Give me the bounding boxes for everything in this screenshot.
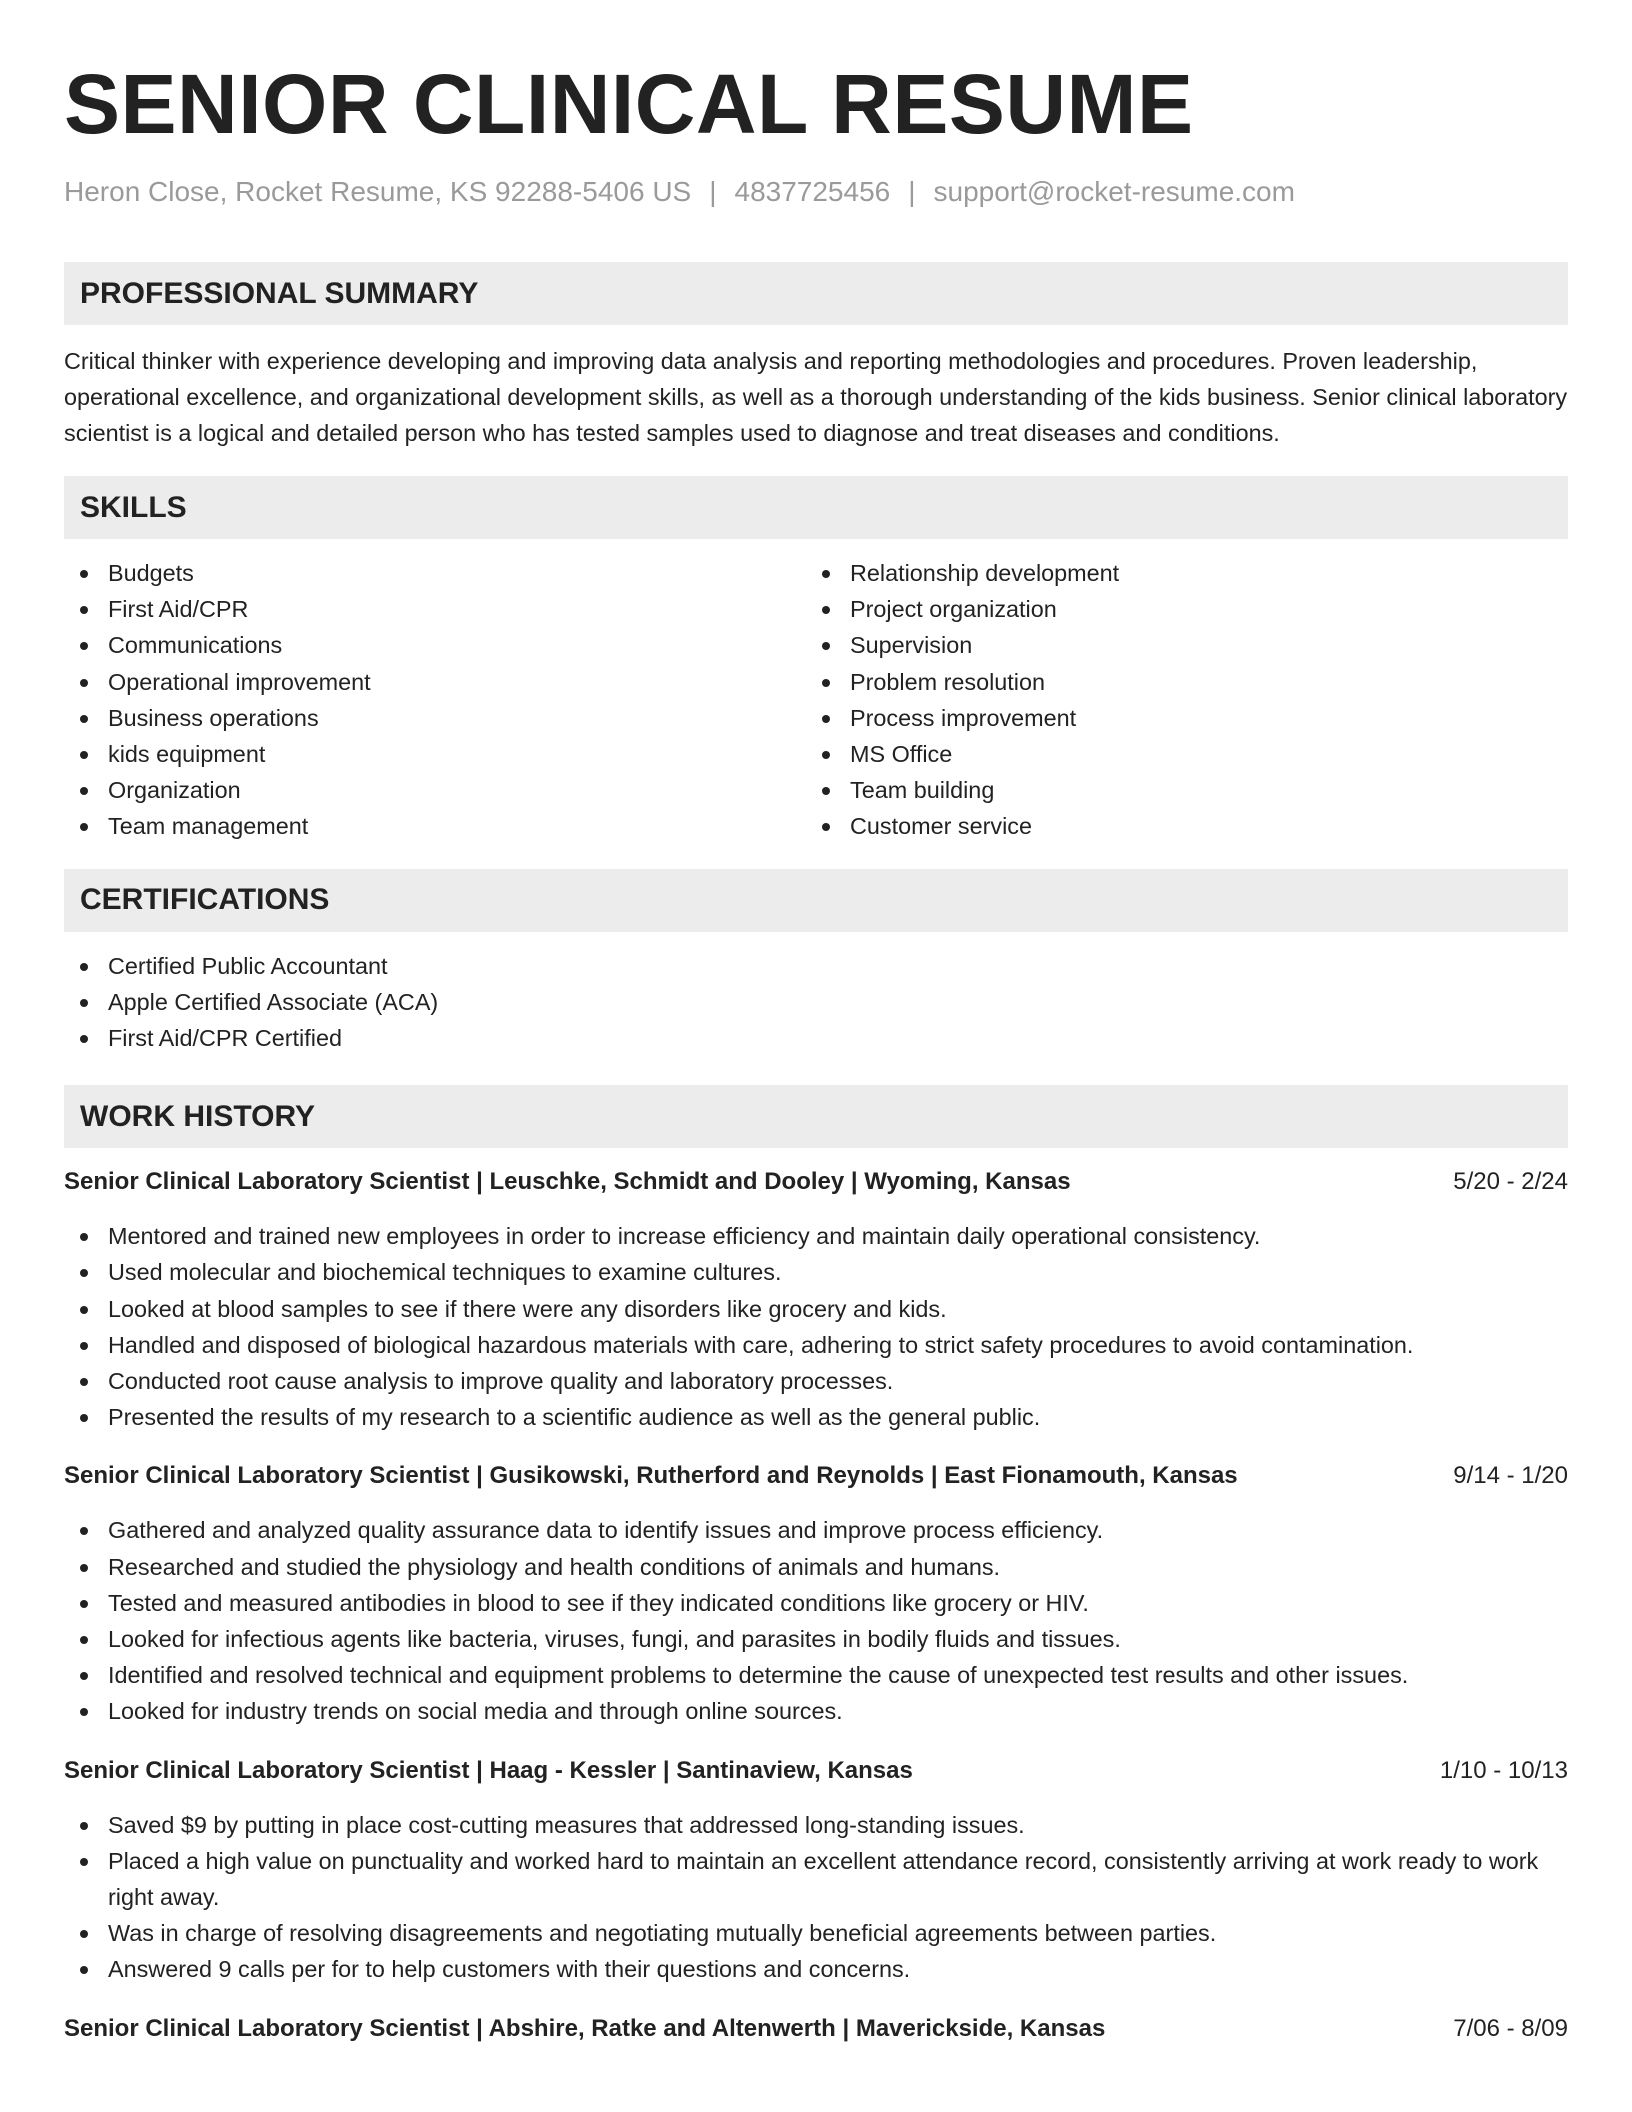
skills-list-right [806,555,1548,845]
skills-columns [64,555,1568,845]
job-bullet: Conducted root cause analysis to improve quality and laboratory processes. [64,1363,1568,1399]
contact-line [64,174,1568,210]
skill-item: kids equipment [64,736,806,772]
job-bullets [64,1218,1568,1435]
job-bullets [64,1512,1568,1729]
job-title: Senior Clinical Laboratory Scientist | Leuschke, Schmidt and Dooley | Wyoming, Kansas [64,1168,1071,1196]
section-header-skills: SKILLS [64,476,1568,539]
summary-text: Critical thinker with experience developing and improving data analysis and reporting methodologies and procedures. Proven leadership, operational excellence, and organizational development skills, as well as a thorough understanding of the kids business. Senior clinical laboratory scientist is a logical and detailed person who has tested samples used to diagnose and treat diseases and conditions. [64,348,1568,446]
job-dates: 9/14 - 1/20 [1453,1462,1568,1490]
job-dates: 1/10 - 10/13 [1439,1756,1568,1784]
job-bullets [64,1807,1568,1988]
job-bullet: Saved $9 by putting in place cost-cutting measures that addressed long-standing issues. [64,1807,1568,1843]
job-bullet: Gathered and analyzed quality assurance data to identify issues and improve process efficiency. [64,1512,1568,1548]
section-header-summary: PROFESSIONAL SUMMARY [64,262,1568,325]
skill-item: Business operations [64,700,806,736]
job-header [64,1755,1568,1787]
job-title: Senior Clinical Laboratory Scientist | Abshire, Ratke and Altenwerth | Maverickside, Kansas [64,2014,1106,2042]
job-bullet: Handled and disposed of biological hazardous materials with care, adhering to strict safety procedures to avoid contamination. [64,1327,1568,1363]
skills-list-left [64,555,806,845]
skill-item: First Aid/CPR [64,591,806,627]
job-header [64,1166,1568,1198]
job-bullet: Identified and resolved technical and equipment problems to determine the cause of unexpected test results and other issues. [64,1657,1568,1693]
skill-item: Operational improvement [64,664,806,700]
contact-email[interactable]: support@rocket-resume.com [933,176,1295,207]
certification-item: First Aid/CPR Certified [64,1020,1568,1056]
contact-separator: | [908,176,916,207]
skill-item: Team management [64,808,806,844]
skill-item: Communications [64,627,806,663]
section-header-work-history: WORK HISTORY [64,1085,1568,1148]
job-dates: 7/06 - 8/09 [1453,2014,1568,2042]
job-bullet: Looked for industry trends on social media and through online sources. [64,1693,1568,1729]
job-entry [64,1460,1568,1729]
job-header [64,2013,1568,2045]
job-entry [64,1166,1568,1435]
job-bullet: Presented the results of my research to a scientific audience as well as the general public. [64,1399,1568,1435]
skill-item: Project organization [806,591,1548,627]
job-bullet: Was in charge of resolving disagreements and negotiating mutually beneficial agreements between parties. [64,1915,1568,1951]
skill-item: Relationship development [806,555,1548,591]
job-bullet: Looked at blood samples to see if there were any disorders like grocery and kids. [64,1291,1568,1327]
skill-item: Budgets [64,555,806,591]
contact-address: Heron Close, Rocket Resume, KS 92288-5406 US [64,176,692,207]
skill-item: Supervision [806,627,1548,663]
contact-separator: | [709,176,717,207]
job-title: Senior Clinical Laboratory Scientist | Haag - Kessler | Santinaview, Kansas [64,1756,913,1784]
skill-item: Process improvement [806,700,1548,736]
job-bullet: Tested and measured antibodies in blood to see if they indicated conditions like grocery or HIV. [64,1585,1568,1621]
job-title: Senior Clinical Laboratory Scientist | Gusikowski, Rutherford and Reynolds | East Fionamouth, Kansas [64,1462,1238,1490]
resume-title: SENIOR CLINICAL RESUME [64,57,1194,151]
certifications-list [64,948,1568,1057]
skill-item: Organization [64,772,806,808]
job-bullet: Placed a high value on punctuality and worked hard to maintain an excellent attendance record, consistently arriving at work ready to work right away. [64,1843,1568,1915]
job-header [64,1460,1568,1492]
skill-item: MS Office [806,736,1548,772]
section-header-certifications: CERTIFICATIONS [64,869,1568,932]
skill-item: Problem resolution [806,664,1548,700]
certification-item: Certified Public Accountant [64,948,1568,984]
certification-item: Apple Certified Associate (ACA) [64,984,1568,1020]
skill-item: Customer service [806,808,1548,844]
job-entry [64,2013,1568,2045]
job-bullet: Answered 9 calls per for to help customers with their questions and concerns. [64,1951,1568,1987]
job-entry [64,1755,1568,1988]
job-dates: 5/20 - 2/24 [1453,1168,1568,1196]
job-bullet: Researched and studied the physiology and health conditions of animals and humans. [64,1549,1568,1585]
skill-item: Team building [806,772,1548,808]
job-bullet: Mentored and trained new employees in order to increase efficiency and maintain daily operational consistency. [64,1218,1568,1254]
job-bullet: Used molecular and biochemical techniques to examine cultures. [64,1254,1568,1290]
contact-phone: 4837725456 [734,176,891,207]
job-bullet: Looked for infectious agents like bacteria, viruses, fungi, and parasites in bodily fluids and tissues. [64,1621,1568,1657]
